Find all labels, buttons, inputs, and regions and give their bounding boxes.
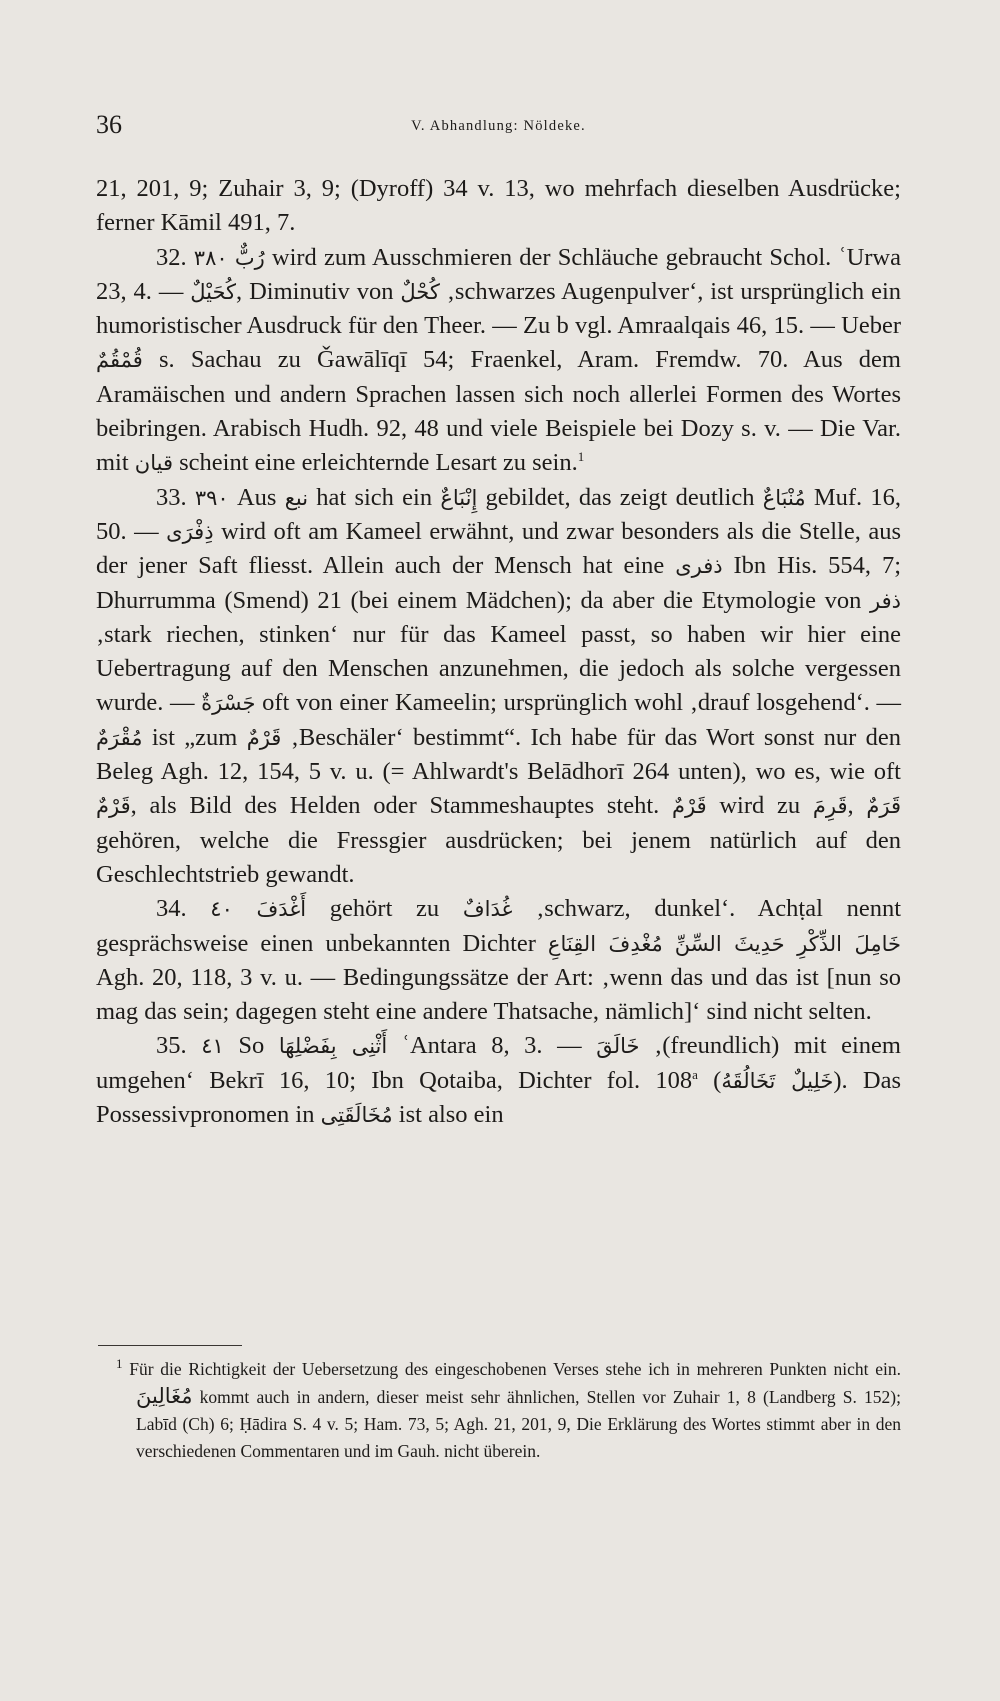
page-header — [96, 108, 901, 142]
text-run: hat sich ein — [308, 483, 441, 511]
footnote-1 — [116, 1356, 901, 1465]
arabic-term: كُحَيْلٌ — [190, 279, 237, 304]
arabic-term: غُدَافٌ — [462, 897, 513, 922]
text-run: , Diminutiv von — [236, 277, 401, 305]
arabic-verse-number: ٤٠ — [210, 897, 233, 922]
arabic-term: قَرْمٌ — [246, 725, 282, 750]
note-number: 33. — [156, 483, 195, 511]
superscript-a: a — [692, 1066, 698, 1082]
footnotes — [116, 1356, 901, 1465]
text-run: ‚schwarzes Augenpulver‘, ist ursprünglich ein humoristischer Ausdruck für den Theer. — Zu b vgl. Amraalqais 46, 15. — Ueber — [96, 277, 902, 340]
arabic-term: مُغَالِينَ — [136, 1384, 193, 1408]
arabic-term: قَرْمٌ — [96, 794, 131, 819]
text-run: ‚Beschäler‘ bestimmt“. Ich habe für das Wort sonst nur den Beleg Agh. 12, 154, 5 v. u. (= Ahlwardt's Belādhorī 264 unten), wo es, wie oft — [96, 723, 901, 786]
arabic-term: مُغْدِفَ القِنَاعِ — [547, 931, 663, 956]
text-run: Ibn His. 554, 7; Dhurrumma (Smend) 21 (bei einem Mädchen); da aber die Etymologie von — [96, 552, 901, 614]
text-run: 21, 201, 9; Zuhair 3, 9; (Dyroff) 34 v. 13, wo mehrfach dieselben Ausdrücke; ferner Kāmil 491, 7. — [96, 175, 901, 237]
arabic-term: نبع — [284, 485, 309, 510]
text-run: oft von einer Kameelin; ursprünglich wohl ‚drauf losgehend‘. — — [255, 689, 901, 717]
text-run: wird zum Ausschmieren der Schläuche gebraucht Schol. ʿUrwa 23, 4. — — [96, 243, 902, 305]
text-run: Für die Richtigkeit der Uebersetzung des eingeschobenen Verses stehe ich in mehreren Punkten nicht ein. — [122, 1359, 901, 1379]
text-run: ‚(freundlich) mit einem umgehen‘ Bekrī 16, 10; Ibn Qotaiba, Dichter fol. 108 — [96, 1032, 901, 1094]
arabic-term: قَرَمٌ — [866, 794, 901, 819]
text-run: Aus — [228, 483, 285, 511]
note-34 — [96, 892, 901, 1029]
arabic-term: قَرِمَ — [812, 794, 848, 819]
arabic-term: ذفرى — [675, 554, 723, 579]
arabic-term: جَسْرَةٌ — [201, 691, 256, 716]
running-head: V. Abhandlung: Nöldeke. — [411, 118, 586, 134]
text-run: wird zu — [706, 792, 813, 820]
footnote-reference[interactable]: 1 — [577, 449, 585, 465]
text-run: ‚stark riechen, stinken‘ nur für das Kameel passt, so haben wir hier eine Uebertragung auf den Menschen anzunehmen, die jedoch als solche vergessen wurde. — — [96, 620, 901, 717]
arabic-term: مُقْرَمٌ — [96, 725, 143, 750]
text-run: kommt auch in andern, dieser meist sehr ähnlichen, Stellen vor Zuhair 1, 8 (Landberg S. 152); Labīd (Ch) 6; Ḥādira S. 4 v. 5; Ham. 73, 5; Agh. 21, 201, 9, Die Erklärung des Wortes stimmt aber in den verschiedenen Commentaren und im Gauh. nicht überein. — [136, 1387, 901, 1461]
text-run: So — [223, 1032, 279, 1060]
page-number: 36 — [96, 110, 122, 139]
arabic-term: إِنْبَاعٌ — [440, 485, 478, 510]
text-run: , — [847, 792, 867, 820]
text-run: ( — [697, 1066, 722, 1094]
arabic-term: خَلِيلٌ تَخَالُقَهُ — [721, 1068, 834, 1093]
paragraph-continuation — [96, 172, 901, 241]
arabic-verse-number: ٤١ — [201, 1034, 224, 1059]
arabic-term: قُمْقُمٌ — [96, 348, 143, 373]
body-text — [96, 172, 901, 1132]
arabic-term: ذفر — [870, 588, 901, 613]
arabic-term: مُنْبَاعٌ — [762, 485, 806, 510]
arabic-term: قيان — [134, 451, 173, 476]
arabic-term: رُبٌّ — [234, 245, 265, 270]
arabic-term: خَالَقَ — [596, 1034, 640, 1059]
arabic-term: خَامِلَ الذِّكْرِ حَدِيثَ السِّنِّ — [674, 931, 902, 956]
text-run — [228, 244, 235, 271]
arabic-term: كُحْلٌ — [400, 279, 440, 304]
note-35 — [96, 1029, 901, 1132]
note-33 — [96, 481, 901, 893]
note-32 — [96, 241, 901, 481]
text-run: Agh. 20, 118, 3 v. u. — Bedingungssätze der Art: ‚wenn das und das ist [nun so mag das sein; dagegen steht eine andere Thatsache, nämlich]‘ sind nicht selten. — [96, 963, 901, 1026]
text-run — [663, 930, 675, 957]
text-run: ). Das Possessivpronomen in — [96, 1066, 901, 1129]
text-run: gebildet, das zeigt deutlich — [477, 483, 763, 511]
text-run: ‚schwarz, dunkel‘. Achṭal nennt gesprächsweise einen unbekannten Dichter — [96, 895, 902, 957]
text-run: gehören, welche die Fressgier ausdrücken; bei jenem natürlich auf den Geschlechtstrieb gewandt. — [96, 826, 901, 888]
text-run: ʿAntara 8, 3. — — [387, 1032, 597, 1060]
text-run — [233, 895, 257, 922]
text-run: ist „zum — [142, 723, 247, 751]
note-number: 35. — [156, 1032, 202, 1060]
note-number: 34. — [156, 895, 211, 923]
text-run: Muf. 16, 50. — — [96, 483, 902, 545]
text-run: s. Sachau zu Ǧawālīqī 54; Fraenkel, Aram. Fremdw. 70. Aus dem Aramäischen und andern Sprachen lassen sich noch allerlei Formen des Wortes beibringen. Arabisch Hudh. 92, 48 und viele Beispiele bei Dozy s. v. — Die Var. mit — [96, 346, 901, 477]
arabic-term: قَرْمٌ — [672, 794, 707, 819]
arabic-term: ذِفْرَى — [166, 519, 214, 544]
arabic-verse-number: ٣٩٠ — [194, 485, 229, 510]
arabic-term: أَثْنِى بِفَضْلِهَا — [278, 1034, 388, 1059]
text-run: gehört zu — [306, 895, 463, 923]
arabic-term: مُخَالَقَتِى — [320, 1103, 393, 1128]
arabic-verse-number: ٣٨٠ — [193, 245, 228, 270]
footnote-mark: 1 — [116, 1356, 123, 1372]
arabic-term: أَغْدَفَ — [256, 897, 307, 922]
footnote-rule — [98, 1345, 242, 1346]
note-number: 32. — [156, 243, 194, 271]
text-run: ist also ein — [392, 1101, 504, 1129]
text-run: scheint eine erleichternde Lesart zu sein. — [173, 449, 578, 477]
text-run: , als Bild des Helden oder Stammeshauptes steht. — [130, 792, 672, 820]
text-run: wird oft am Kameel erwähnt, und zwar besonders als die Stelle, aus der jener Saft fliesst. Allein auch der Mensch hat eine — [96, 517, 902, 580]
